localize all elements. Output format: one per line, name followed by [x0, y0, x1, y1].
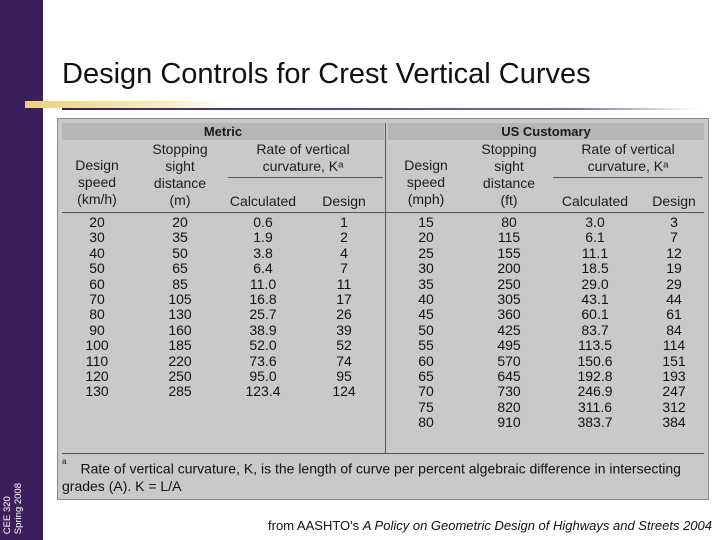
metric-k-calculated-cell: 73.6 [249, 352, 277, 369]
us-k-calculated-cell: 83.7 [581, 321, 609, 338]
metric-k-calculated-cell: 0.6 [253, 214, 273, 230]
metric-sight-distance-cell: 85 [172, 275, 188, 292]
metric-k-design-cell: 52 [336, 337, 352, 354]
us-k-calculated-cell: 383.7 [577, 414, 613, 431]
metric-sight-distance-cell: 220 [168, 352, 192, 369]
metric-sight-distance-cell: 130 [168, 306, 192, 323]
us-rate-header: Rate of vertical curvature, Kᵃ [581, 141, 675, 174]
us-sight-distance-cell: 495 [497, 337, 521, 354]
us-k-design-cell: 84 [666, 321, 682, 338]
metric-rate-header: Rate of vertical curvature, Kᵃ [256, 141, 350, 174]
us-sight-distance-cell: 645 [497, 368, 521, 384]
us-k-calculated-cell: 43.1 [581, 291, 609, 307]
footnote-mark: a [62, 457, 67, 466]
us-speed-cell: 80 [418, 414, 434, 431]
us-design-header: Design [652, 193, 696, 209]
us-sight-header: Stopping sight distance (ft) [481, 141, 537, 208]
us-k-calculated-cell: 192.8 [577, 368, 613, 384]
metric-speed-header: Design speed (km/h) [75, 157, 119, 207]
metric-sight-distance-cell: 35 [172, 229, 188, 246]
metric-speed-cell: 110 [85, 352, 109, 369]
metric-sight-distance-cell: 50 [172, 244, 188, 261]
us-speed-cell: 40 [418, 291, 434, 307]
metric-speed-cell: 70 [89, 291, 105, 307]
metric-speed-cell: 100 [85, 337, 109, 354]
sidebar-course-label [2, 483, 24, 534]
metric-speed-cell: 80 [89, 306, 105, 323]
us-sight-distance-cell: 155 [497, 244, 521, 261]
course-code: CEE 320 [2, 495, 13, 534]
header-bottom-rule [62, 212, 704, 213]
us-speed-cell: 55 [418, 337, 434, 354]
metric-k-calculated-cell: 25.7 [249, 306, 277, 323]
us-sight-distance-cell: 200 [497, 260, 521, 277]
us-k-design-cell: 3 [670, 214, 678, 230]
metric-k-calculated-cell: 52.0 [249, 337, 277, 354]
us-speed-cell: 15 [418, 214, 434, 230]
table-footnote [62, 457, 702, 495]
us-calculated-header: Calculated [561, 193, 629, 209]
course-term: Spring 2008 [13, 482, 24, 534]
us-k-design-cell: 247 [662, 383, 686, 400]
us-k-design-cell: 151 [662, 352, 686, 369]
us-k-calculated-cell: 6.1 [585, 229, 605, 246]
us-k-design-cell: 61 [666, 306, 682, 323]
metric-speed-cell: 60 [89, 275, 105, 292]
us-sight-distance-cell: 570 [497, 352, 521, 369]
us-sight-distance-cell: 360 [497, 306, 521, 323]
sidebar [0, 0, 43, 540]
metric-k-calculated-cell: 16.8 [249, 291, 277, 307]
us-sight-distance-cell: 910 [497, 414, 521, 431]
metric-speed-cell: 130 [85, 383, 109, 400]
metric-design-header: Design [322, 193, 366, 209]
us-sight-distance-cell: 250 [497, 275, 521, 292]
metric-sight-distance-cell: 105 [168, 291, 192, 307]
us-speed-cell: 45 [418, 306, 434, 323]
metric-k-calculated-cell: 123.4 [245, 383, 281, 400]
us-sight-distance-cell: 820 [497, 398, 521, 415]
metric-k-design-cell: 39 [336, 321, 352, 338]
metric-k-design-cell: 1 [340, 214, 348, 230]
us-k-design-cell: 19 [666, 260, 682, 277]
us-speed-cell: 60 [418, 352, 434, 369]
metric-sight-distance-cell: 185 [168, 337, 192, 354]
metric-k-design-cell: 2 [340, 229, 348, 246]
us-sight-distance-cell: 80 [501, 214, 517, 230]
us-k-design-cell: 44 [666, 291, 682, 307]
us-k-calculated-cell: 29.0 [581, 275, 609, 292]
us-group-header: US Customary [388, 123, 704, 140]
metric-speed-cell: 120 [85, 368, 109, 384]
us-k-calculated-cell: 113.5 [578, 337, 612, 354]
us-sight-distance-cell: 730 [497, 383, 521, 400]
us-k-design-cell: 29 [666, 275, 682, 292]
metric-k-calculated-cell: 11.0 [249, 275, 277, 292]
us-speed-cell: 20 [418, 229, 434, 246]
metric-sight-distance-cell: 285 [168, 383, 192, 400]
us-k-calculated-cell: 60.1 [581, 306, 609, 323]
metric-k-calculated-cell: 6.4 [253, 260, 273, 277]
slide-title: Design Controls for Crest Vertical Curves [62, 58, 591, 90]
metric-speed-cell: 90 [89, 321, 105, 338]
metric-sight-header: Stopping sight distance (m) [152, 141, 208, 208]
metric-sight-distance-cell: 65 [172, 260, 188, 277]
metric-sight-distance-cell: 250 [168, 368, 192, 384]
metric-k-calculated-cell: 38.9 [249, 321, 277, 338]
metric-calculated-header: Calculated [229, 193, 297, 209]
caption-prefix: from AASHTO's [268, 518, 363, 533]
us-speed-cell: 50 [418, 321, 434, 338]
us-k-calculated-cell: 311.6 [578, 398, 612, 415]
metric-k-design-cell: 74 [336, 352, 352, 369]
title-accent-bar [25, 101, 225, 108]
aashto-table-image [57, 118, 709, 500]
title-underline [62, 108, 697, 110]
us-speed-cell: 75 [418, 398, 434, 415]
us-speed-cell: 25 [418, 244, 434, 261]
source-caption [268, 518, 712, 533]
us-speed-cell: 35 [418, 275, 434, 292]
us-k-design-cell: 12 [666, 244, 682, 261]
footnote-rule [62, 453, 704, 454]
us-sight-distance-cell: 115 [497, 229, 521, 246]
metric-k-calculated-cell: 3.8 [253, 244, 273, 261]
us-speed-cell: 30 [418, 260, 434, 277]
us-k-design-cell: 193 [662, 368, 686, 384]
us-sight-distance-cell: 425 [497, 321, 521, 338]
us-k-design-cell: 7 [670, 229, 678, 246]
us-k-calculated-cell: 11.1 [581, 244, 609, 261]
metric-k-design-cell: 7 [340, 260, 348, 277]
metric-k-design-cell: 124 [332, 383, 356, 400]
metric-group-header: Metric [62, 123, 384, 140]
metric-k-design-cell: 95 [336, 368, 352, 384]
us-speed-cell: 70 [418, 383, 434, 400]
us-rate-rule [553, 177, 703, 178]
us-sight-distance-cell: 305 [497, 291, 521, 307]
us-k-calculated-cell: 18.5 [581, 260, 609, 277]
us-k-calculated-cell: 3.0 [585, 214, 605, 230]
metric-rate-rule [228, 177, 383, 178]
metric-k-design-cell: 11 [336, 275, 352, 292]
us-k-calculated-cell: 150.6 [577, 352, 613, 369]
metric-sight-distance-cell: 20 [172, 214, 188, 230]
metric-speed-cell: 20 [89, 214, 105, 230]
us-k-design-cell: 114 [662, 337, 686, 354]
footnote-text: Rate of vertical curvature, K, is the length of curve per percent algebraic difference in intersecting grades (A). K = L/A [62, 460, 681, 494]
metric-sight-distance-cell: 160 [168, 321, 192, 338]
metric-k-design-cell: 4 [340, 244, 348, 261]
metric-speed-cell: 40 [89, 244, 105, 261]
metric-k-design-cell: 17 [336, 291, 352, 307]
us-k-design-cell: 384 [662, 414, 686, 431]
metric-speed-cell: 30 [89, 229, 105, 246]
us-k-design-cell: 312 [662, 398, 686, 415]
metric-k-calculated-cell: 1.9 [253, 229, 273, 246]
group-divider [385, 123, 386, 453]
metric-k-design-cell: 26 [336, 306, 352, 323]
caption-book-title: A Policy on Geometric Design of Highways and Streets 2004 [362, 518, 712, 533]
metric-speed-cell: 50 [89, 260, 105, 277]
us-speed-cell: 65 [418, 368, 434, 384]
us-k-calculated-cell: 246.9 [577, 383, 613, 400]
us-speed-header: Design speed (mph) [404, 157, 448, 207]
metric-k-calculated-cell: 95.0 [249, 368, 277, 384]
